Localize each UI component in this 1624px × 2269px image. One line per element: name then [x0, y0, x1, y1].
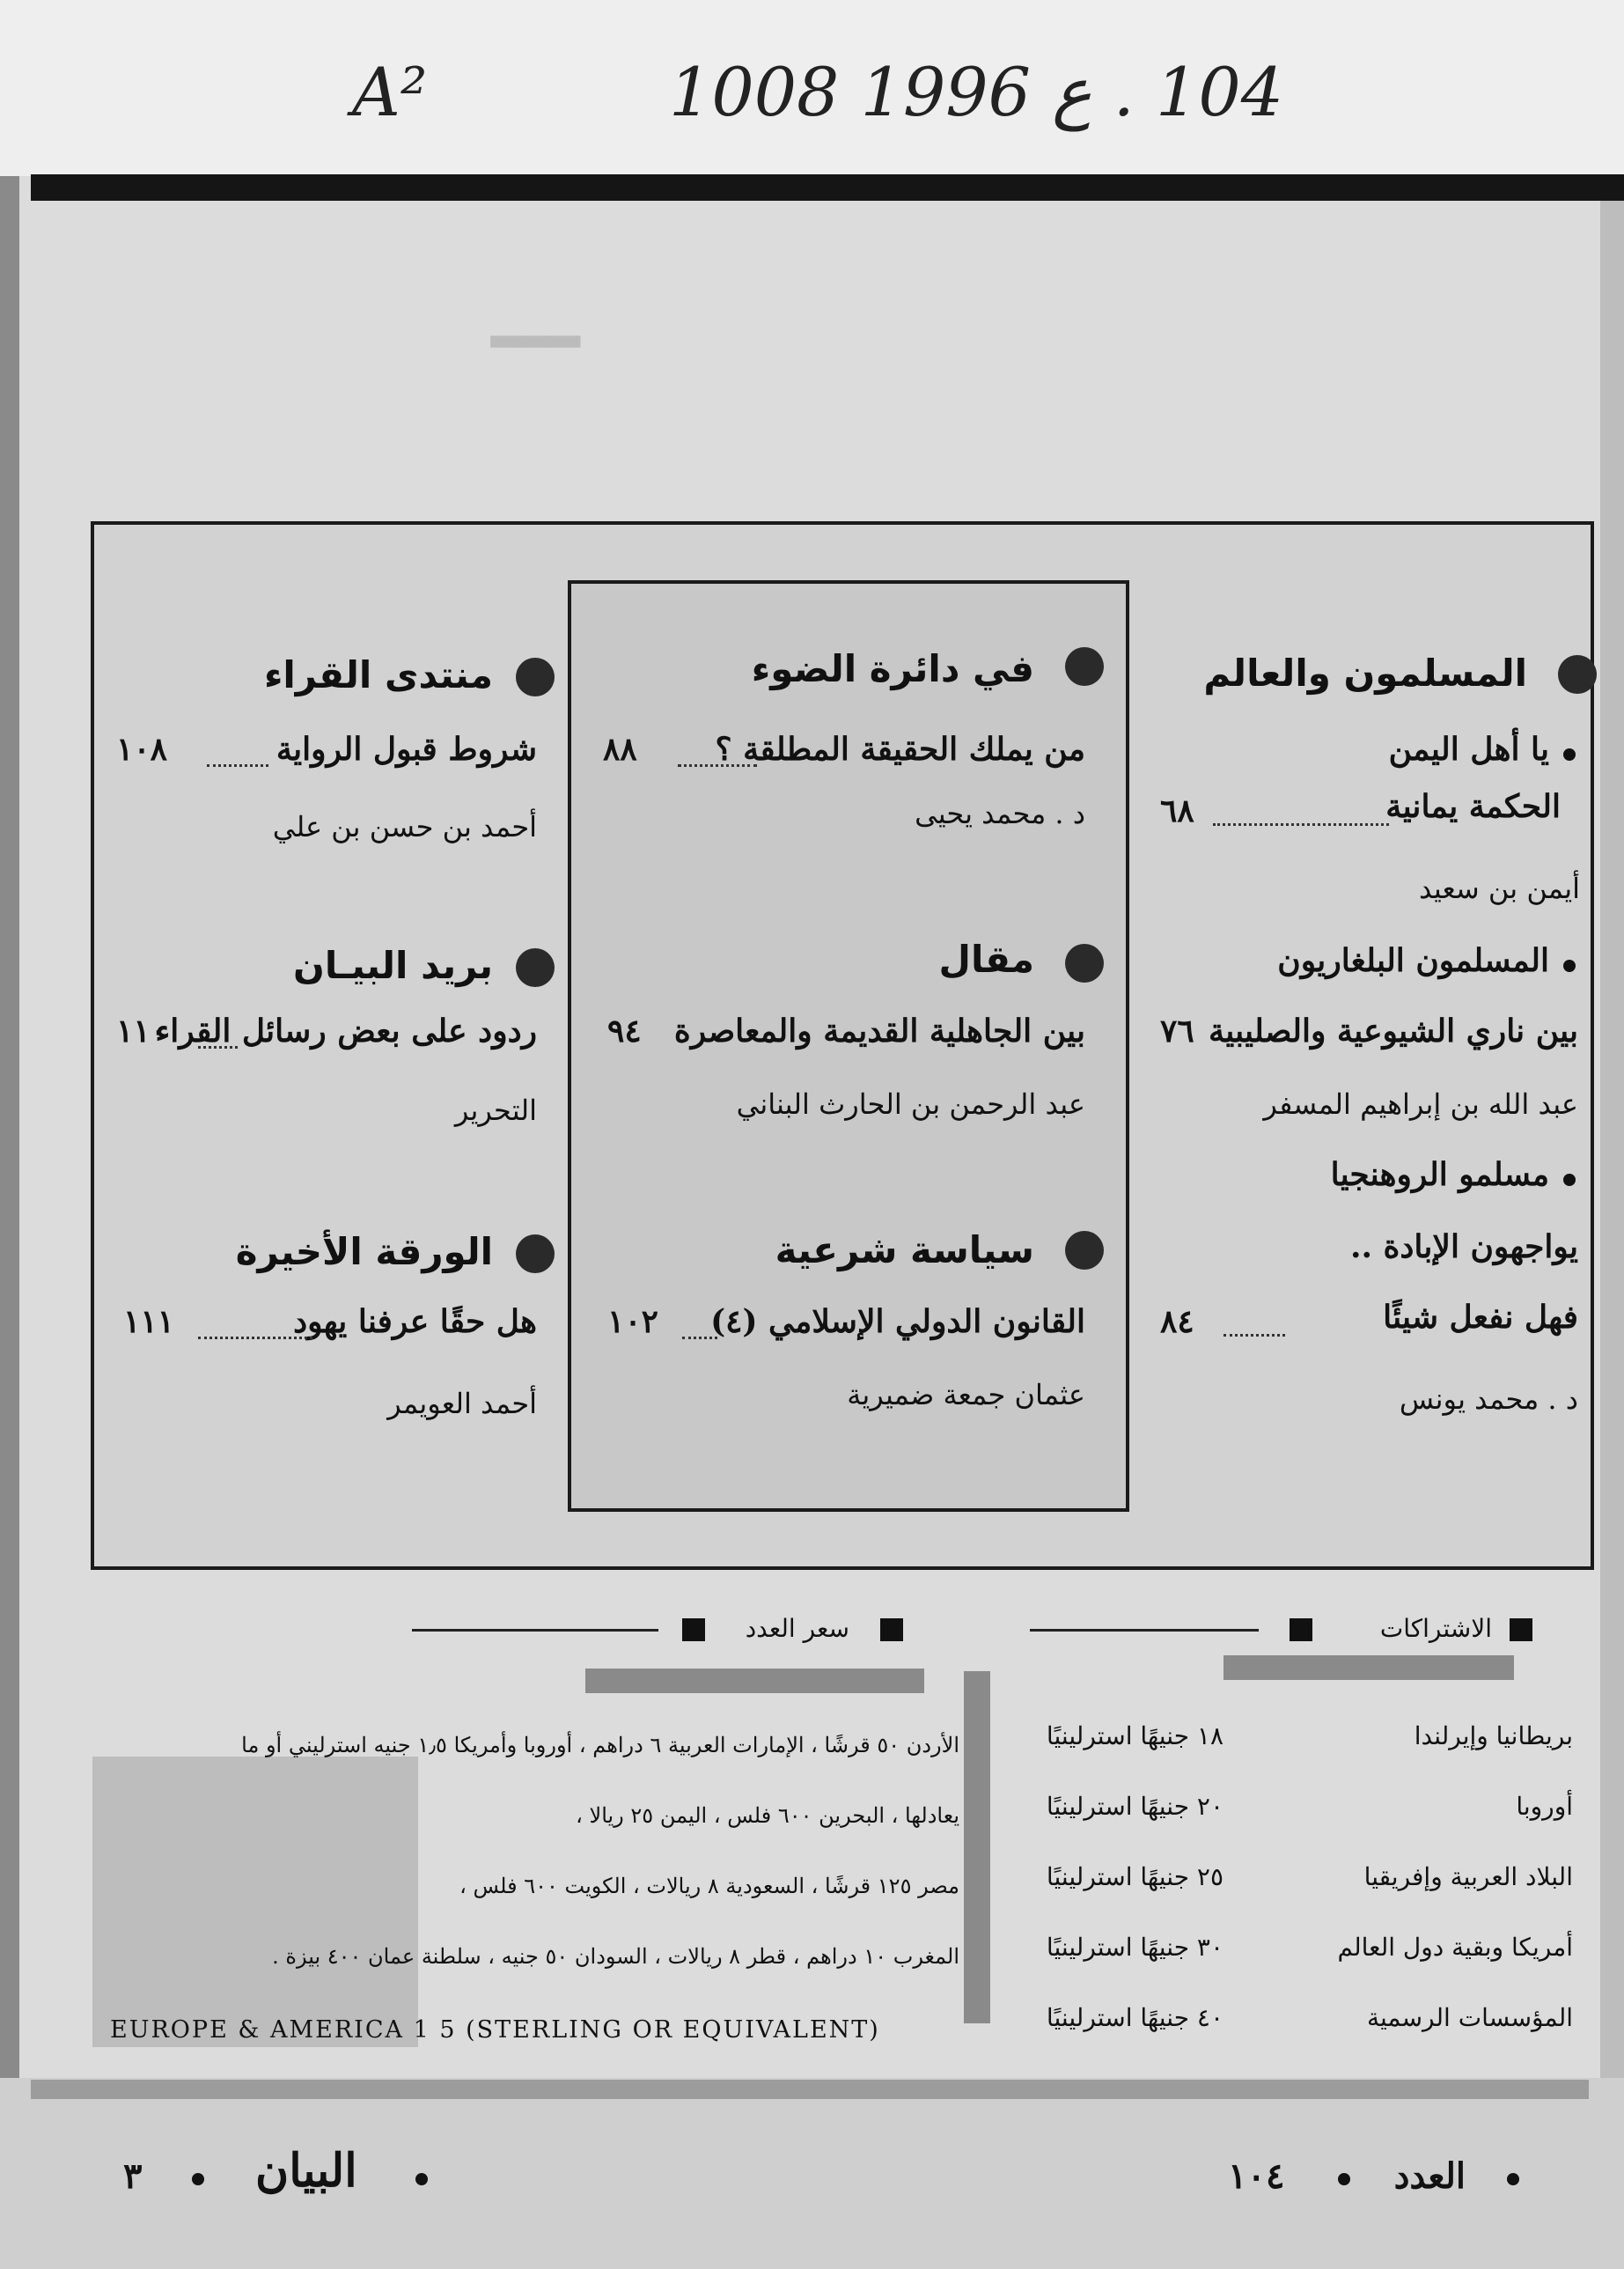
- article-author: أحمد العويمر: [387, 1387, 537, 1420]
- item-bullet: [1563, 1174, 1576, 1186]
- subscription-region: أمريكا وبقية دول العالم: [1337, 1933, 1573, 1962]
- subscription-price: ١٨ جنيهًا استرلينيًا: [1046, 1721, 1224, 1750]
- page-right-edge: [1600, 0, 1624, 2269]
- issue-label: العدد: [1393, 2155, 1466, 2197]
- section-title-last-page: الورقة الأخيرة: [235, 1230, 493, 1273]
- page-number: ١٠٨: [116, 731, 168, 768]
- handwritten-note: 104 . ع 1996 1008: [669, 53, 1284, 131]
- footer-bullet: [1338, 2173, 1350, 2185]
- page-number: ١١٠: [116, 1013, 168, 1050]
- issue-price-line: المغرب ١٠ دراهم ، قطر ٨ ريالات ، السودان ٥٠ جنيه ، سلطنة عمان ٤٠٠ بيزة .: [272, 1944, 959, 1969]
- footer-bullet: [415, 2173, 428, 2185]
- section-title-sharia-policy: سياسة شرعية: [775, 1228, 1034, 1271]
- subscription-price: ٤٠ جنيهًا استرلينيًا: [1046, 2003, 1224, 2032]
- article-title[interactable]: الحكمة يمانية: [1385, 788, 1561, 825]
- section-marker: [880, 1618, 903, 1641]
- leader-dots: [198, 1337, 312, 1339]
- article-title[interactable]: شروط قبول الرواية: [276, 731, 537, 768]
- article-author: د . محمد يونس: [1399, 1382, 1578, 1416]
- article-title[interactable]: بين الجاهلية القديمة والمعاصرة: [673, 1013, 1085, 1050]
- entry-heading: المسلمون البلغاريون: [1277, 942, 1549, 979]
- section-marker: [682, 1618, 705, 1641]
- article-author: عثمان جمعة ضميرية: [847, 1378, 1085, 1411]
- divider: [412, 1629, 658, 1632]
- entry-heading: مسلمو الروهنجيا: [1330, 1156, 1549, 1193]
- column-divider-bar: [964, 1671, 990, 2023]
- handwritten-mark: A²: [352, 53, 428, 131]
- page-number: ٨٤: [1160, 1303, 1194, 1340]
- issue-price-line: مصر ١٢٥ قرشًا ، السعودية ٨ ريالات ، الكويت ٦٠٠ فلس ،: [459, 1874, 959, 1898]
- footer-rule: [31, 2080, 1589, 2099]
- item-bullet: [1563, 748, 1576, 761]
- magazine-logo: البيان: [255, 2144, 357, 2198]
- article-author: عبد الله بن إبراهيم المسفر: [1263, 1087, 1578, 1121]
- section-bullet: [1558, 655, 1597, 694]
- header-rule: [31, 174, 1624, 201]
- leader-dots: [207, 764, 268, 767]
- issue-price-title: سعر العدد: [745, 1614, 849, 1643]
- subscription-price: ٢٠ جنيهًا استرلينيًا: [1046, 1792, 1224, 1821]
- article-author: أيمن بن سعيد: [1419, 872, 1580, 905]
- leader-dots: [1213, 823, 1389, 826]
- shaded-strip: [585, 1669, 924, 1693]
- section-marker: [1290, 1618, 1312, 1641]
- issue-price-line: الأردن ٥٠ قرشًا ، الإمارات العربية ٦ دراهم ، أوروبا وأمريكا ١٫٥ جنيه استرليني أو ما: [241, 1733, 959, 1757]
- page-number: ٨٨: [603, 731, 637, 768]
- footer-bullet: [1507, 2173, 1519, 2185]
- subscription-region: البلاد العربية وإفريقيا: [1363, 1862, 1573, 1891]
- subscription-region: المؤسسات الرسمية: [1366, 2003, 1573, 2032]
- issue-price-line: يعادلها ، البحرين ٦٠٠ فلس ، اليمن ٢٥ ريالا ،: [576, 1803, 959, 1828]
- leader-dots: [678, 764, 757, 767]
- section-title-readers-forum: منتدى القراء: [263, 653, 493, 696]
- leader-dots: [198, 1046, 238, 1049]
- article-author: أحمد بن حسن بن علي: [272, 810, 537, 844]
- issue-number: ١٠٤: [1228, 2155, 1285, 2197]
- page-left-edge: [0, 0, 19, 2269]
- section-bullet: [1065, 944, 1104, 983]
- article-author: عبد الرحمن بن الحارث البناني: [736, 1087, 1085, 1121]
- section-bullet: [1065, 1231, 1104, 1270]
- item-bullet: [1563, 960, 1576, 972]
- faded-image-block: [92, 1757, 418, 2047]
- article-title[interactable]: من يملك الحقيقة المطلقة ؟: [715, 731, 1085, 768]
- article-title[interactable]: بين ناري الشيوعية والصليبية: [1208, 1013, 1578, 1050]
- section-title-mail: بريد البيـان: [293, 944, 493, 987]
- subscriptions-title: الاشتراكات: [1379, 1614, 1492, 1643]
- page-number: ١١١: [123, 1303, 175, 1340]
- article-author: التحرير: [454, 1094, 537, 1127]
- section-title-article: مقال: [938, 938, 1034, 981]
- article-subtitle: يواجهون الإبادة ..: [1349, 1228, 1578, 1265]
- article-title[interactable]: فهل نفعل شيئًا: [1383, 1299, 1578, 1336]
- page-number: ٩٤: [607, 1013, 642, 1050]
- article-title[interactable]: هل حقًا عرفنا يهود: [293, 1303, 537, 1340]
- shaded-strip: [1224, 1655, 1514, 1680]
- section-title-spotlight: في دائرة الضوء: [751, 647, 1034, 690]
- section-bullet: [516, 1234, 555, 1273]
- subscription-price: ٣٠ جنيهًا استرلينيًا: [1046, 1933, 1224, 1962]
- footer-bullet: [192, 2173, 204, 2185]
- subscription-region: بريطانيا وإيرلندا: [1414, 1721, 1573, 1750]
- leader-dots: [682, 1337, 717, 1339]
- section-title-muslims-world: المسلمون والعالم: [1203, 652, 1527, 695]
- section-bullet: [516, 948, 555, 987]
- leader-dots: [1224, 1334, 1285, 1337]
- article-title[interactable]: ردود على بعض رسائل القراء: [155, 1013, 537, 1050]
- subscription-region: أوروبا: [1516, 1792, 1573, 1821]
- page-number: ٦٨: [1160, 792, 1194, 829]
- page-number: ٧٦: [1160, 1013, 1194, 1050]
- section-bullet: [516, 658, 555, 696]
- show-through-text: ـــ: [493, 255, 578, 369]
- page-number: ١٠٢: [607, 1303, 659, 1340]
- entry-heading: يا أهل اليمن: [1388, 731, 1549, 768]
- page-number: ٣: [123, 2155, 143, 2197]
- section-bullet: [1065, 647, 1104, 686]
- article-title[interactable]: القانون الدولي الإسلامي (٤): [710, 1303, 1085, 1340]
- article-author: د . محمد يحيى: [915, 797, 1085, 830]
- subscription-price: ٢٥ جنيهًا استرلينيًا: [1046, 1862, 1224, 1891]
- issue-price-latin: EUROPE & AMERICA 1 5 (STERLING OR EQUIVALENT): [110, 2016, 880, 2044]
- footer-band: [0, 2078, 1624, 2269]
- divider: [1030, 1629, 1259, 1632]
- section-marker: [1510, 1618, 1532, 1641]
